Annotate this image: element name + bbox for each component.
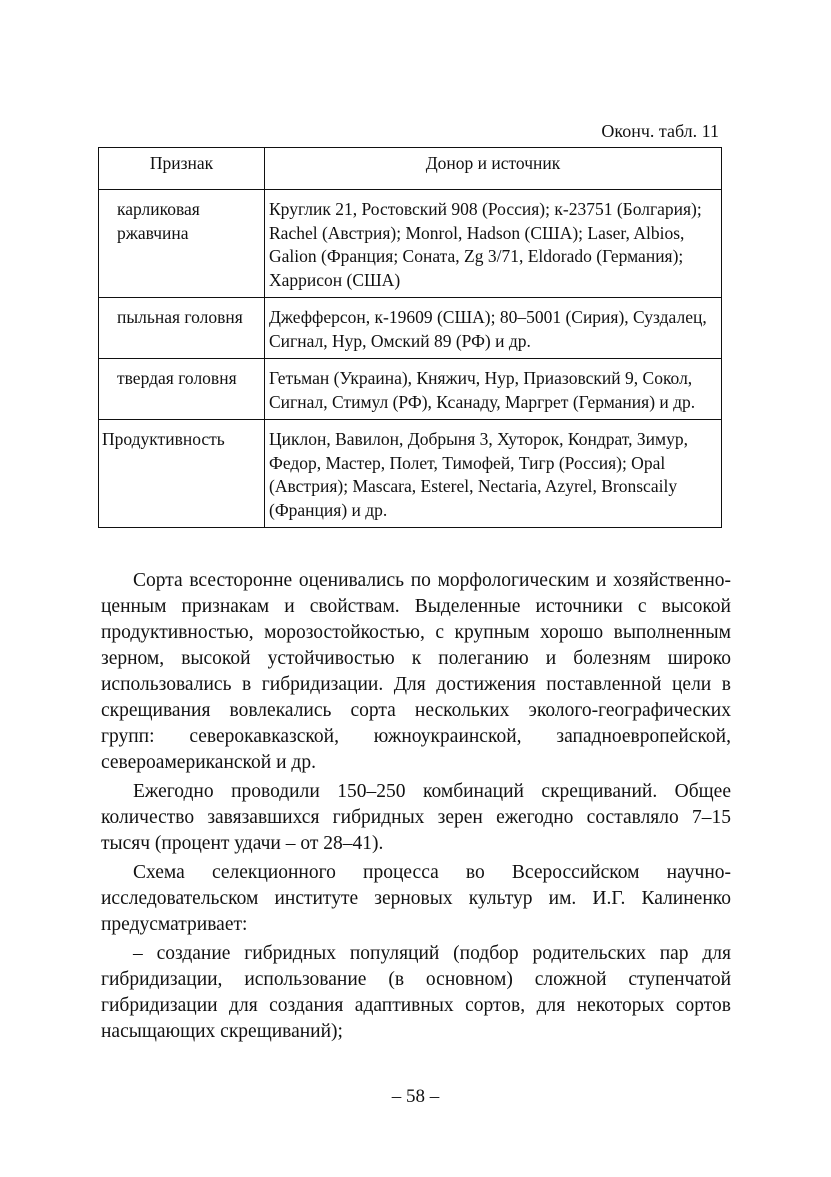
trait-cell: Продуктивность — [99, 420, 265, 528]
column-header-trait: Признак — [99, 148, 265, 190]
table-row — [99, 420, 722, 528]
trait-cell: пыльная головня — [99, 298, 265, 359]
paragraph: Схема селекционного процесса во Всероссийском научно-исследовательском институте зерновых культур им. И.Г. Калиненко предусматривает: — [101, 862, 731, 935]
donor-cell: Циклон, Вавилон, Добрыня 3, Хуторок, Кондрат, Зимур, Федор, Мастер, Полет, Тимофей, Тигр (Россия); Opal (Австрия); Mascara, Esterel, Nectaria, Azyrel, Bronscaily (Франция) и др. — [265, 420, 722, 528]
donor-table — [98, 147, 722, 528]
column-header-donors: Донор и источник — [265, 148, 722, 190]
table-header-row — [99, 148, 722, 190]
page-number: – 58 – — [391, 1086, 440, 1107]
donor-cell: Джефферсон, к-19609 (США); 80–5001 (Сирия), Суздалец, Сигнал, Нур, Омский 89 (РФ) и др. — [265, 298, 722, 359]
paragraph: Ежегодно проводили 150–250 комбинаций скрещиваний. Общее количество завязавшихся гибридных зерен ежегодно составляло 7–15 тысяч (процент удачи – от 28–41). — [101, 781, 731, 854]
paragraph: – создание гибридных популяций (подбор родительских пар для гибридизации, использование (в основном) сложной ступенчатой гибридизации для создания адаптивных сортов, для некоторых сортов насыщающих скрещиваний); — [101, 943, 731, 1042]
donor-cell: Гетьман (Украина), Княжич, Нур, Приазовский 9, Сокол, Сигнал, Стимул (РФ), Ксанаду, Маргрет (Германия) и др. — [265, 359, 722, 420]
body-text — [101, 568, 731, 1048]
table-row — [99, 298, 722, 359]
trait-cell: карликовая ржавчина — [99, 190, 265, 298]
table-row — [99, 190, 722, 298]
table-row — [99, 359, 722, 420]
table-caption: Оконч. табл. 11 — [601, 121, 719, 141]
paragraph: Сорта всесторонне оценивались по морфологическим и хозяйственно-ценным признакам и свойствам. Выделенные источники с высокой продуктивностью, морозостойкостью, с крупным хорошо выполненным зерном, высокой устойчивостью к полеганию и болезням широко использовались в гибридизации. Для достижения поставленной цели в скрещивания вовлекались сорта нескольких эколого-географических групп: северокавказской, южноукраинской, западноевропейской, североамериканской и др. — [101, 570, 731, 773]
trait-cell: твердая головня — [99, 359, 265, 420]
donor-cell: Круглик 21, Ростовский 908 (Россия); к-23751 (Болгария); Rachel (Австрия); Monrol, Hadson (США); Laser, Albios, Galion (Франция; Соната, Zg 3/71, Eldorado (Германия); Харрисон (США) — [265, 190, 722, 298]
